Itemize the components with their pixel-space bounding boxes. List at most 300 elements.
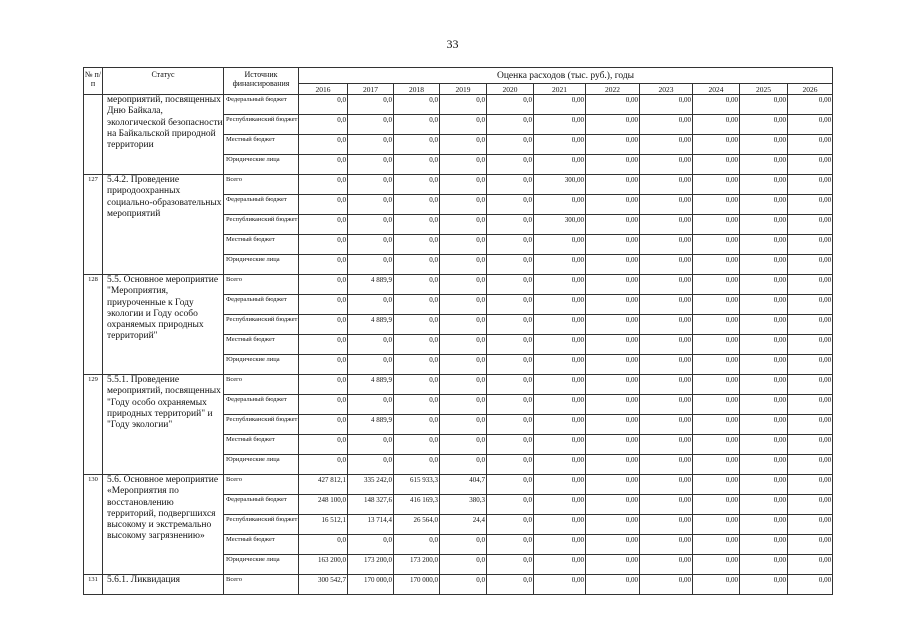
value-cell: 0,0 <box>299 115 348 135</box>
value-cell: 0,0 <box>487 95 534 115</box>
value-cell: 0,0 <box>299 215 348 235</box>
value-cell: 0,00 <box>586 515 640 535</box>
value-cell: 0,0 <box>440 415 487 435</box>
value-cell: 0,00 <box>640 215 693 235</box>
value-cell: 300,00 <box>534 175 586 195</box>
value-cell: 0,00 <box>640 255 693 275</box>
value-cell: 0,0 <box>299 275 348 295</box>
value-cell: 0,0 <box>394 175 440 195</box>
value-cell: 0,0 <box>440 235 487 255</box>
value-cell: 0,00 <box>693 515 740 535</box>
value-cell: 0,00 <box>788 355 833 375</box>
table-row <box>84 95 833 115</box>
header-year: 2019 <box>440 84 487 95</box>
value-cell: 0,00 <box>586 375 640 395</box>
value-cell: 0,00 <box>788 575 833 595</box>
value-cell: 0,00 <box>534 275 586 295</box>
row-number: 129 <box>84 375 103 475</box>
value-cell: 0,00 <box>740 475 788 495</box>
value-cell: 0,0 <box>487 435 534 455</box>
value-cell: 0,0 <box>394 535 440 555</box>
value-cell: 0,00 <box>693 275 740 295</box>
value-cell: 0,0 <box>440 535 487 555</box>
value-cell: 0,00 <box>693 495 740 515</box>
value-cell: 0,0 <box>440 335 487 355</box>
value-cell: 0,0 <box>394 455 440 475</box>
value-cell: 0,00 <box>693 175 740 195</box>
status-cell: 5.6. Основное мероприятие «Мероприятия по восстановлению территорий, подвергшихся высокому и экстремально высокому загрязнению» <box>103 475 224 575</box>
value-cell: 0,0 <box>348 335 394 355</box>
value-cell: 0,0 <box>487 395 534 415</box>
value-cell: 0,00 <box>788 535 833 555</box>
header-estimate: Оценка расходов (тыс. руб.), годы <box>299 68 833 84</box>
value-cell: 0,0 <box>440 135 487 155</box>
value-cell: 0,00 <box>534 395 586 415</box>
value-cell: 0,0 <box>299 95 348 115</box>
row-number: 127 <box>84 175 103 275</box>
value-cell: 0,00 <box>740 215 788 235</box>
header-year: 2018 <box>394 84 440 95</box>
value-cell: 0,00 <box>788 175 833 195</box>
value-cell: 0,00 <box>640 515 693 535</box>
value-cell: 0,00 <box>586 355 640 375</box>
header-year: 2017 <box>348 84 394 95</box>
row-number: 130 <box>84 475 103 575</box>
funding-source: Юридические лица <box>224 255 299 275</box>
value-cell: 4 889,9 <box>348 275 394 295</box>
value-cell: 0,00 <box>586 135 640 155</box>
value-cell: 0,00 <box>693 415 740 435</box>
value-cell: 0,00 <box>740 395 788 415</box>
funding-source: Республиканский бюджет <box>224 215 299 235</box>
value-cell: 0,00 <box>640 375 693 395</box>
value-cell: 0,0 <box>394 375 440 395</box>
value-cell: 0,0 <box>348 255 394 275</box>
value-cell: 0,0 <box>440 175 487 195</box>
value-cell: 0,00 <box>586 495 640 515</box>
value-cell: 0,0 <box>348 115 394 135</box>
value-cell: 0,00 <box>693 395 740 415</box>
value-cell: 0,0 <box>299 195 348 215</box>
value-cell: 0,0 <box>487 235 534 255</box>
value-cell: 0,0 <box>394 295 440 315</box>
value-cell: 0,0 <box>299 255 348 275</box>
value-cell: 0,0 <box>348 235 394 255</box>
value-cell: 0,0 <box>440 455 487 475</box>
value-cell: 0,00 <box>693 435 740 455</box>
value-cell: 0,00 <box>740 155 788 175</box>
value-cell: 0,00 <box>693 535 740 555</box>
value-cell: 0,0 <box>487 575 534 595</box>
value-cell: 0,00 <box>693 235 740 255</box>
status-cell: 5.6.1. Ликвидация <box>103 575 224 595</box>
value-cell: 0,00 <box>534 295 586 315</box>
value-cell: 0,0 <box>299 175 348 195</box>
value-cell: 0,0 <box>394 215 440 235</box>
value-cell: 0,0 <box>440 95 487 115</box>
value-cell: 0,0 <box>440 195 487 215</box>
value-cell: 0,00 <box>740 535 788 555</box>
value-cell: 0,00 <box>534 155 586 175</box>
value-cell: 0,00 <box>740 95 788 115</box>
funding-source: Федеральный бюджет <box>224 95 299 115</box>
value-cell: 0,0 <box>487 515 534 535</box>
value-cell: 0,0 <box>440 215 487 235</box>
value-cell: 0,00 <box>740 555 788 575</box>
value-cell: 0,00 <box>640 575 693 595</box>
value-cell: 0,00 <box>586 175 640 195</box>
value-cell: 0,00 <box>586 235 640 255</box>
value-cell: 0,00 <box>640 315 693 335</box>
value-cell: 0,0 <box>394 95 440 115</box>
header-row <box>84 68 833 84</box>
value-cell: 4 889,9 <box>348 415 394 435</box>
value-cell: 0,0 <box>487 255 534 275</box>
funding-source: Всего <box>224 575 299 595</box>
funding-source: Федеральный бюджет <box>224 395 299 415</box>
value-cell: 0,00 <box>788 475 833 495</box>
row-number <box>84 95 103 175</box>
value-cell: 0,0 <box>299 395 348 415</box>
value-cell: 0,00 <box>788 415 833 435</box>
funding-source: Федеральный бюджет <box>224 195 299 215</box>
funding-source: Федеральный бюджет <box>224 295 299 315</box>
value-cell: 0,00 <box>534 255 586 275</box>
value-cell: 0,0 <box>487 215 534 235</box>
header-source: Источник финансирования <box>224 68 299 95</box>
value-cell: 0,00 <box>740 455 788 475</box>
value-cell: 0,00 <box>586 195 640 215</box>
value-cell: 0,0 <box>440 375 487 395</box>
value-cell: 0,00 <box>693 155 740 175</box>
value-cell: 0,0 <box>394 355 440 375</box>
value-cell: 0,00 <box>640 395 693 415</box>
value-cell: 0,00 <box>534 495 586 515</box>
value-cell: 0,0 <box>348 295 394 315</box>
value-cell: 0,00 <box>788 435 833 455</box>
value-cell: 0,00 <box>586 535 640 555</box>
value-cell: 300 542,7 <box>299 575 348 595</box>
value-cell: 0,00 <box>693 455 740 475</box>
value-cell: 0,00 <box>640 95 693 115</box>
value-cell: 0,0 <box>394 315 440 335</box>
row-number: 131 <box>84 575 103 595</box>
header-year: 2016 <box>299 84 348 95</box>
value-cell: 0,0 <box>394 115 440 135</box>
value-cell: 0,00 <box>788 135 833 155</box>
funding-source: Местный бюджет <box>224 535 299 555</box>
value-cell: 0,0 <box>394 395 440 415</box>
value-cell: 0,00 <box>788 315 833 335</box>
value-cell: 0,00 <box>740 255 788 275</box>
value-cell: 0,0 <box>487 475 534 495</box>
value-cell: 0,00 <box>740 275 788 295</box>
value-cell: 0,00 <box>534 115 586 135</box>
value-cell: 0,0 <box>348 455 394 475</box>
value-cell: 0,00 <box>640 175 693 195</box>
value-cell: 13 714,4 <box>348 515 394 535</box>
status-cell: 5.5. Основное мероприятие "Мероприятия, приуроченные к Году экологии и Году особо охраняемых природных территорий" <box>103 275 224 375</box>
value-cell: 0,00 <box>534 195 586 215</box>
value-cell: 4 889,9 <box>348 375 394 395</box>
value-cell: 0,0 <box>394 235 440 255</box>
value-cell: 0,00 <box>788 495 833 515</box>
value-cell: 404,7 <box>440 475 487 495</box>
value-cell: 0,00 <box>693 555 740 575</box>
value-cell: 335 242,0 <box>348 475 394 495</box>
value-cell: 0,00 <box>693 575 740 595</box>
value-cell: 0,00 <box>740 435 788 455</box>
value-cell: 0,0 <box>440 115 487 135</box>
value-cell: 0,00 <box>740 515 788 535</box>
value-cell: 0,00 <box>534 475 586 495</box>
value-cell: 0,0 <box>440 555 487 575</box>
value-cell: 0,0 <box>348 395 394 415</box>
value-cell: 0,0 <box>487 175 534 195</box>
value-cell: 0,00 <box>640 535 693 555</box>
value-cell: 0,00 <box>534 455 586 475</box>
value-cell: 0,00 <box>640 115 693 135</box>
value-cell: 0,00 <box>788 395 833 415</box>
value-cell: 170 000,0 <box>394 575 440 595</box>
value-cell: 0,0 <box>440 275 487 295</box>
value-cell: 0,00 <box>788 235 833 255</box>
value-cell: 0,00 <box>586 575 640 595</box>
value-cell: 248 100,0 <box>299 495 348 515</box>
value-cell: 0,0 <box>348 355 394 375</box>
value-cell: 0,00 <box>740 355 788 375</box>
value-cell: 0,00 <box>740 135 788 155</box>
value-cell: 0,00 <box>586 115 640 135</box>
value-cell: 0,00 <box>586 455 640 475</box>
value-cell: 0,00 <box>693 195 740 215</box>
value-cell: 0,00 <box>788 515 833 535</box>
value-cell: 0,00 <box>586 475 640 495</box>
value-cell: 0,00 <box>586 295 640 315</box>
value-cell: 0,00 <box>788 555 833 575</box>
value-cell: 0,00 <box>640 275 693 295</box>
value-cell: 0,00 <box>640 435 693 455</box>
value-cell: 148 327,6 <box>348 495 394 515</box>
funding-source: Местный бюджет <box>224 435 299 455</box>
table-row <box>84 375 833 395</box>
value-cell: 615 933,3 <box>394 475 440 495</box>
value-cell: 0,00 <box>640 455 693 475</box>
value-cell: 0,00 <box>788 155 833 175</box>
value-cell: 173 200,0 <box>394 555 440 575</box>
value-cell: 0,00 <box>534 355 586 375</box>
value-cell: 0,0 <box>348 535 394 555</box>
status-cell: 5.4.2. Проведение природоохранных социально-образовательных мероприятий <box>103 175 224 275</box>
value-cell: 0,0 <box>348 155 394 175</box>
value-cell: 0,00 <box>788 95 833 115</box>
value-cell: 0,00 <box>534 535 586 555</box>
value-cell: 0,0 <box>348 95 394 115</box>
value-cell: 427 812,1 <box>299 475 348 495</box>
value-cell: 170 000,0 <box>348 575 394 595</box>
value-cell: 0,00 <box>740 575 788 595</box>
table-row <box>84 275 833 295</box>
value-cell: 26 564,0 <box>394 515 440 535</box>
value-cell: 0,00 <box>788 375 833 395</box>
value-cell: 0,0 <box>348 175 394 195</box>
value-cell: 0,00 <box>740 195 788 215</box>
value-cell: 0,0 <box>487 495 534 515</box>
value-cell: 0,00 <box>693 215 740 235</box>
value-cell: 0,0 <box>487 455 534 475</box>
value-cell: 0,0 <box>299 375 348 395</box>
page-number: 33 <box>446 37 459 51</box>
value-cell: 0,00 <box>586 275 640 295</box>
value-cell: 0,00 <box>740 295 788 315</box>
header-number: № п/п <box>84 68 103 95</box>
value-cell: 0,00 <box>740 175 788 195</box>
value-cell: 0,0 <box>394 155 440 175</box>
header-year: 2021 <box>534 84 586 95</box>
value-cell: 0,0 <box>440 435 487 455</box>
value-cell: 0,0 <box>348 215 394 235</box>
value-cell: 0,0 <box>487 315 534 335</box>
value-cell: 0,00 <box>534 235 586 255</box>
value-cell: 0,0 <box>394 435 440 455</box>
value-cell: 0,00 <box>788 295 833 315</box>
funding-source: Всего <box>224 475 299 495</box>
value-cell: 0,00 <box>640 235 693 255</box>
value-cell: 0,00 <box>788 335 833 355</box>
value-cell: 0,0 <box>440 315 487 335</box>
value-cell: 0,00 <box>740 495 788 515</box>
value-cell: 0,00 <box>640 135 693 155</box>
value-cell: 0,00 <box>788 255 833 275</box>
value-cell: 0,00 <box>740 315 788 335</box>
value-cell: 0,0 <box>487 155 534 175</box>
header-year: 2022 <box>586 84 640 95</box>
value-cell: 0,0 <box>440 355 487 375</box>
value-cell: 0,00 <box>534 435 586 455</box>
value-cell: 0,0 <box>487 555 534 575</box>
value-cell: 0,00 <box>586 215 640 235</box>
header-year: 2023 <box>640 84 693 95</box>
value-cell: 4 889,9 <box>348 315 394 335</box>
value-cell: 0,00 <box>586 555 640 575</box>
value-cell: 0,00 <box>534 515 586 535</box>
funding-source: Юридические лица <box>224 355 299 375</box>
value-cell: 0,00 <box>586 95 640 115</box>
value-cell: 0,00 <box>788 215 833 235</box>
value-cell: 0,00 <box>586 255 640 275</box>
value-cell: 0,00 <box>534 375 586 395</box>
value-cell: 0,00 <box>740 235 788 255</box>
value-cell: 0,00 <box>534 95 586 115</box>
value-cell: 0,0 <box>487 115 534 135</box>
value-cell: 0,0 <box>440 295 487 315</box>
value-cell: 0,00 <box>693 255 740 275</box>
value-cell: 0,0 <box>394 195 440 215</box>
budget-table <box>83 67 833 595</box>
table-body <box>84 95 833 595</box>
value-cell: 0,00 <box>586 155 640 175</box>
funding-source: Всего <box>224 375 299 395</box>
value-cell: 0,00 <box>534 575 586 595</box>
value-cell: 0,0 <box>394 415 440 435</box>
value-cell: 0,00 <box>693 115 740 135</box>
value-cell: 0,00 <box>640 195 693 215</box>
status-cell: 5.5.1. Проведение мероприятий, посвященных "Году особо охраняемых природных территорий" и "Году экологии" <box>103 375 224 475</box>
header-year: 2025 <box>740 84 788 95</box>
value-cell: 0,00 <box>788 115 833 135</box>
value-cell: 0,0 <box>299 235 348 255</box>
funding-source: Всего <box>224 275 299 295</box>
funding-source: Местный бюджет <box>224 135 299 155</box>
funding-source: Юридические лица <box>224 155 299 175</box>
value-cell: 0,00 <box>693 335 740 355</box>
value-cell: 0,00 <box>693 95 740 115</box>
value-cell: 0,0 <box>299 535 348 555</box>
header-year: 2026 <box>788 84 833 95</box>
value-cell: 0,00 <box>693 355 740 375</box>
value-cell: 0,00 <box>586 395 640 415</box>
value-cell: 300,00 <box>534 215 586 235</box>
value-cell: 0,0 <box>487 355 534 375</box>
value-cell: 0,00 <box>640 295 693 315</box>
value-cell: 0,00 <box>586 415 640 435</box>
value-cell: 0,00 <box>534 415 586 435</box>
value-cell: 0,00 <box>640 335 693 355</box>
value-cell: 0,0 <box>299 335 348 355</box>
value-cell: 0,00 <box>740 335 788 355</box>
value-cell: 0,0 <box>348 195 394 215</box>
value-cell: 0,0 <box>348 135 394 155</box>
value-cell: 0,0 <box>394 255 440 275</box>
table-row <box>84 475 833 495</box>
value-cell: 0,0 <box>440 575 487 595</box>
funding-source: Республиканский бюджет <box>224 315 299 335</box>
value-cell: 0,0 <box>440 395 487 415</box>
value-cell: 0,00 <box>740 415 788 435</box>
value-cell: 0,00 <box>788 195 833 215</box>
value-cell: 163 200,0 <box>299 555 348 575</box>
value-cell: 0,0 <box>394 275 440 295</box>
funding-source: Юридические лица <box>224 455 299 475</box>
row-number: 128 <box>84 275 103 375</box>
funding-source: Республиканский бюджет <box>224 415 299 435</box>
value-cell: 380,3 <box>440 495 487 515</box>
funding-source: Всего <box>224 175 299 195</box>
funding-source: Юридические лица <box>224 555 299 575</box>
value-cell: 0,0 <box>299 415 348 435</box>
value-cell: 0,0 <box>299 315 348 335</box>
value-cell: 0,0 <box>440 155 487 175</box>
value-cell: 0,00 <box>640 555 693 575</box>
value-cell: 0,00 <box>693 295 740 315</box>
header-year: 2024 <box>693 84 740 95</box>
value-cell: 0,0 <box>440 255 487 275</box>
value-cell: 0,0 <box>487 375 534 395</box>
value-cell: 0,0 <box>394 135 440 155</box>
value-cell: 0,0 <box>299 355 348 375</box>
header-status: Статус <box>103 68 224 95</box>
value-cell: 0,00 <box>534 315 586 335</box>
value-cell: 0,00 <box>586 335 640 355</box>
value-cell: 0,00 <box>693 135 740 155</box>
value-cell: 0,00 <box>534 555 586 575</box>
funding-source: Федеральный бюджет <box>224 495 299 515</box>
value-cell: 0,00 <box>586 435 640 455</box>
value-cell: 0,00 <box>693 475 740 495</box>
value-cell: 0,0 <box>487 135 534 155</box>
table-row <box>84 575 833 595</box>
value-cell: 0,0 <box>299 455 348 475</box>
